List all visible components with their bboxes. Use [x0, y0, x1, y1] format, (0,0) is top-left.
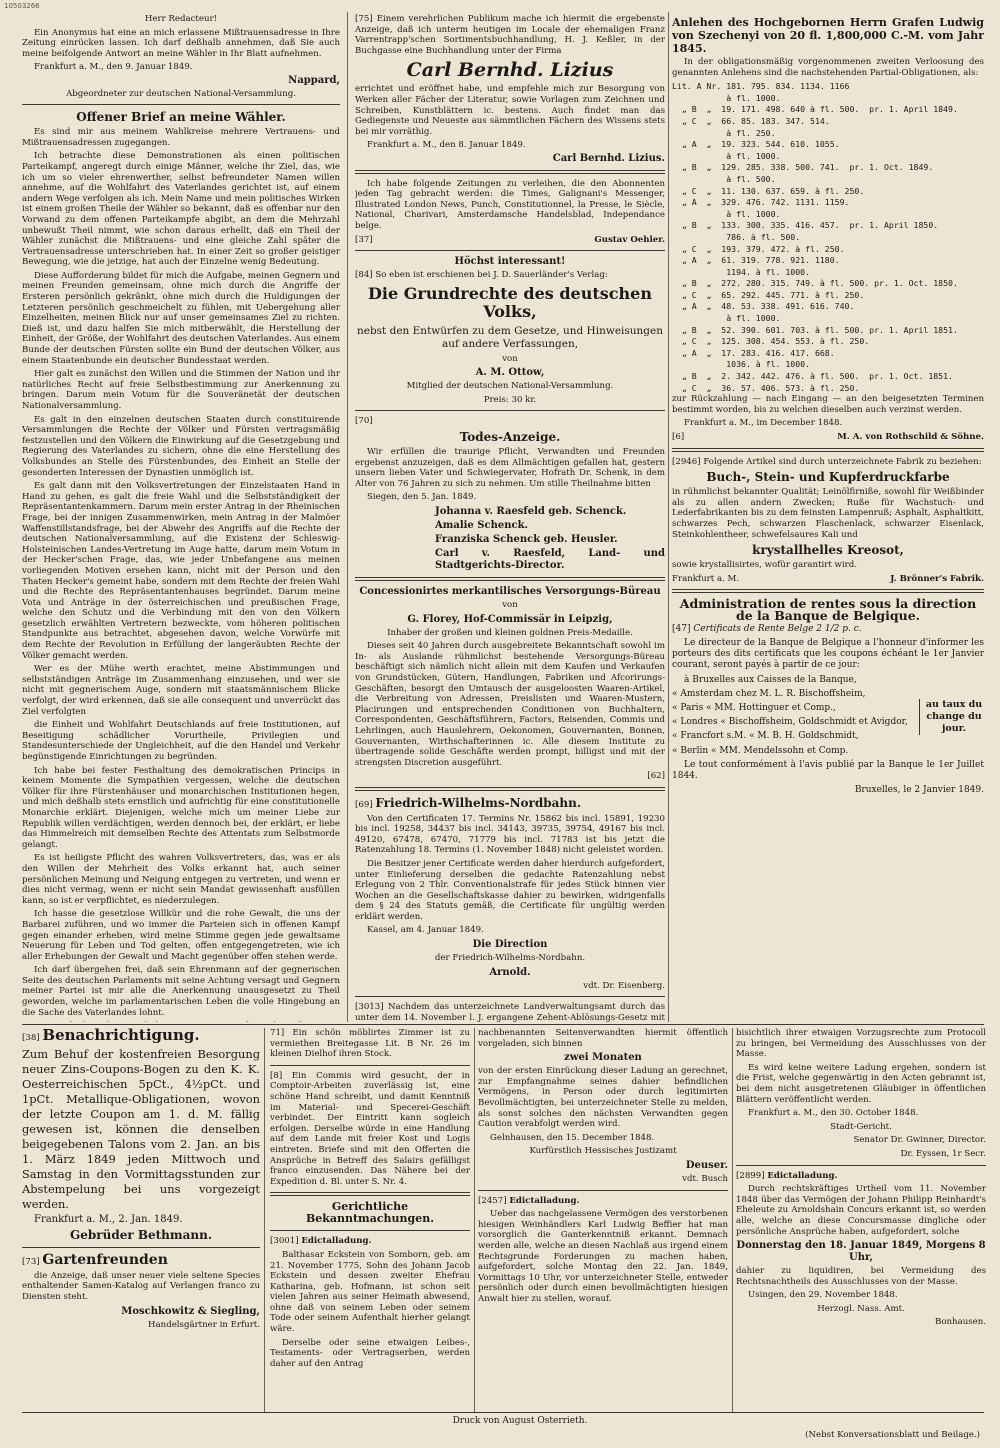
rothschild-signature: M. A. von Rothschild & Söhne. — [837, 432, 984, 442]
payment-place: « Berlin « MM. Mendelssohn et Comp. — [672, 745, 849, 756]
letter-salutation: Herr Redacteur! — [144, 14, 218, 24]
broenner-signature: J. Brönner's Fabrik. — [890, 573, 984, 584]
ad-number: [47] — [672, 623, 691, 634]
payment-place: « Londres « Bischoffsheim, Goldschmidt et Avigdor, — [672, 717, 908, 728]
bond-row: „ C „ 36. 57. 406. 573. à fl. 250. — [672, 382, 860, 393]
death-notice-date: Siegen, den 5. Jan. 1849. — [367, 492, 477, 503]
bureau-von: von — [502, 600, 518, 611]
bond-row: à fl. 250. — [672, 127, 776, 138]
edict-signature: Bonhausen. — [935, 1317, 986, 1328]
commis-ad: [8] Ein Commis wird gesucht, der in Comptoir-Arbeiten zuverlässig ist, eine schöne Hand schreibt, und damit Kenntniß im Material- und Specerei-Geschäft verbindet. Der Eintritt kann sogleich erfolgen. Derselbe würde in eine Handlung auf dem Lande mit freier Kost und Logis eintreten. Briefe sind mit den Offerten die Ansprüche in Betreff des Salairs gefälligst franco einzusenden. Das Nähere bei der Expedition d. Bl. unter S. Nr. 4. — [270, 1070, 470, 1187]
notice-heading — [22, 1028, 260, 1044]
bond-row: „ C „ 66. 85. 183. 347. 514. — [672, 115, 830, 126]
bond-row: à fl. 1000. — [672, 313, 781, 324]
edict-text: dahier zu liquidiren, bei Vermeidung des Rechtsnachtheils des Ausschlusses von der Masse. — [736, 1266, 986, 1287]
garden-signature-role: Handelsgärtner in Erfurt. — [148, 1319, 260, 1330]
loan-text: zur Rückzahlung — nach Eingang — an den beigesetzten Terminen bestimmt worden, bis zu welchen dieselben auch verzinst werden. — [672, 394, 984, 415]
page-id: 10503266 — [4, 2, 40, 10]
paragraph: Es sind mir aus meinem Wahlkreise mehrere Vertrauens- und Mißtrauensadressen zugegangen. — [22, 127, 340, 148]
bond-row: à fl. 1000. — [672, 92, 781, 103]
book-author: A. M. Ottow, — [475, 367, 545, 379]
bond-row: „ C „ 11. 130. 637. 659. à fl. 250. — [672, 185, 865, 196]
ad-number: [2457] — [478, 1195, 507, 1206]
edict-court: Kurfürstlich Hessisches Justizamt — [529, 1146, 677, 1157]
edict-signature: Deuser. — [685, 1159, 728, 1171]
garden-text: die Anzeige, daß unser neuer viele seltene Species enthaltender Samen-Katalog auf Verlangen franco zu Diensten steht. — [22, 1270, 260, 1302]
book-title: Die Grundrechte des deutschen Volks, — [368, 283, 652, 321]
bottom-column-2 — [270, 1028, 470, 1428]
ink-place: Frankfurt a. M. — [672, 573, 740, 584]
ink-text: sowie krystallisirtes, wofür garantirt wird. — [672, 560, 858, 571]
lizius-firm-name: Carl Bernhd. Lizius — [406, 59, 614, 82]
column-rule — [732, 1028, 733, 1412]
bottom-column-1 — [22, 1028, 260, 1428]
bond-row: 1036. à fl. 1000. — [672, 359, 811, 370]
ink-text: in rühmlichst bekannter Qualität; Leinölfirniße, sowohl für Weißbinder als zu allen andern Zwecken; Ruße für Wachstuch- und Lederfabrikanten bis zu dem feinsten Lampenruß; Asphalt, Asphaltkitt, schwarzes Pech, schwarzen Flaschenlack, schwarzer Eisenlack, Steinkohlentheer, schwefelsaures Kali und — [672, 487, 984, 540]
bond-row: 786. à fl. 500. — [672, 231, 801, 242]
payment-places — [672, 675, 984, 757]
bond-row: „ A „ 17. 283. 416. 417. 668. — [672, 347, 835, 358]
edict-text: Ueber das nachgelassene Vermögen des verstorbenen hiesigen Weinhändlers Karl Ludwig Beffier hat man vorsorglich die Ganterkenntniß erkannt. Demnach werden alle, welche an diesen Nachlaß aus irgend einem Rechtsgrunde Forderungen zu machen haben, aufgefordert, solche Montag den 22. Jan. 1849, Vormittags 10 Uhr, vor unterzeichneter Stelle, entweder persönlich oder durch einen bevollmächtigten hiesigen Anwalt hier zu stellen, worauf. — [478, 1209, 728, 1304]
ad-number: [37] — [355, 234, 373, 245]
bond-row: „ B „ 19. 171. 498. 640 à fl. 500. pr. 1. April 1849. — [672, 104, 958, 115]
bond-row: à fl. 500. — [672, 173, 776, 184]
paragraph: die Einheit und Wohlfahrt Deutschlands auf freie Institutionen, auf Beseitigung schädlicher Vorurtheile, Privilegien und Standesunterschiede der Ungleichheit, auf die den Handel und Verkehr begünstigende Einrichtungen zu begründen. — [22, 720, 340, 762]
paragraph: Es ist heiligste Pflicht des wahren Volksvertreters, das, was er als den Willen der Mehrheit des Volks erkannt hat, auch seiner persönlichen Meinung und Neigung entgegen zu vertreten, und wenn er dies nicht vermag, wenn er nicht sein Mandat gewissenhaft ausfüllen kann, so ist er verpflichtet, es niederzulegen. — [22, 853, 340, 906]
edict-date: Usingen, den 29. November 1848. — [748, 1290, 898, 1301]
ad-number: [8] — [270, 1070, 283, 1081]
railway-title: Friedrich-Wilhelms-Nordbahn. — [375, 795, 582, 810]
land-office-text: [3013] Nachdem das unterzeichnete Landverwaltungsamt durch das unter dem 14. November l. J. ergangene Zehent-Ablösungs-Gesetz mit — [355, 1002, 665, 1022]
letter-date: Frankfurt a. M., den 9. Januar 1849. — [34, 62, 193, 73]
belgian-bank-text: Le directeur de la Banque de Belgique a l'honneur d'informer les porteurs des dits certificats que les coupons échéant le 1er Janvier courant, seront payés à partir de ce jour: — [672, 637, 984, 671]
supplement-note: (Nebst Konversationsblatt und Beilage.) — [805, 1430, 980, 1440]
garden-title: Gartenfreunden — [42, 1252, 168, 1269]
bond-row: „ A „ 61. 319. 778. 921. 1180. — [672, 255, 840, 266]
bond-row: „ B „ 129. 285. 338. 500. 741. pr. 1. Oct. 1849. — [672, 162, 934, 173]
divider — [355, 787, 665, 791]
payment-place: « Paris « MM. Hottinguer et Comp., — [672, 702, 836, 713]
ad-number: [69] — [355, 799, 373, 810]
sauerlaender-line: [84] So eben ist erschienen bei J. D. Sauerländer's Verlag: — [355, 270, 608, 281]
payment-place: à Bruxelles aux Caisses de la Banque, — [684, 674, 857, 685]
bond-row: „ B „ 52. 390. 601. 703. à fl. 500. pr. 1. April 1851. — [672, 324, 958, 335]
railway-text: Von den Certificaten 17. Termins Nr. 15862 bis incl. 15891, 19230 bis incl. 19258, 34437 bis incl. 34143, 39735, 39754, 49167 bis incl. 49120, 67478, 67470, 71779 bis incl. 71783 ist bis jetzt die Ratenzahlung 18. Termins (1. November 1848) nicht geleistet worden. — [355, 813, 665, 856]
bond-row: „ A „ 19. 323. 544. 610. 1055. — [672, 139, 840, 150]
divider — [478, 1190, 728, 1191]
divider — [672, 589, 984, 593]
bureau-name: G. Florey, Hof-Commissär in Leipzig, — [407, 613, 613, 625]
bureau-title: Concessionirtes merkantilisches Versorgungs-Büreau — [359, 586, 661, 598]
divider — [355, 577, 665, 581]
paragraph: Es galt in den einzelnen deutschen Staaten durch constituirende Versammlungen die Rechte der Völker und Fürsten vertragsmäßig festzustellen und den Völkern die Einwirkung auf die Gesetzgebung und Regierung des Vaterlandes zu sichern, ohne die eine Herstellung des Volksbundes an Stelle des Fürstenbundes, des Einheit an Stelle der gesonderten Interessen der Dynastien unmöglich ist. — [22, 414, 340, 478]
belgian-bank-subtitle: [47] Certificats de Rente Belge 2 1/2 p. c. — [672, 623, 862, 634]
ad-number: [6] — [672, 432, 685, 442]
loan-date: Frankfurt a. M., im December 1848. — [684, 418, 843, 429]
bond-row: „ A „ 329. 476. 742. 1131. 1159. — [672, 197, 850, 208]
letter-signature: Nappard, — [288, 74, 340, 86]
notice-date: Frankfurt a. M., 2. Jan. 1849. — [34, 1213, 183, 1225]
bond-row: à fl. 1000. — [672, 208, 781, 219]
column-2 — [355, 14, 665, 1022]
letter-text: Ein Anonymus hat eine an mich erlassene Mißtrauensadresse in Ihre Zeitung einrücken lassen. Ich darf deßhalb annehmen, daß Sie auch meine beifolgende Antwort an meine Wähler in Ihr Blatt aufnehmen. — [22, 27, 340, 59]
letter-signature-role: Abgeordneter zur deutschen National-Versammlung. — [66, 88, 296, 99]
paragraph: Hier galt es zunächst den Willen und die Stimmen der Nation und ihr natürliches Recht auf freie Selbstbestimmung zur Anerkennung zu bringen. Darum mein Votum für die Souveränetät der deutschen Nationalversammlung. — [22, 369, 340, 411]
creosote-title: krystallhelles Kreosot, — [752, 543, 904, 558]
edict-text: Durch rechtskräftiges Urtheil vom 11. November 1848 über das Vermögen der Johann Philipp Reinhardt's Eheleute zu Arnoldshain Concurs erkannt ist, so werden alle, welche an diese Concursmasse dingliche oder persönliche Ansprüche haben, aufgefordert, solche — [736, 1184, 986, 1237]
paragraph: Ich betrachte diese Demonstrationen als einen politischen Parteikampf, angeregt durch einige Männer, welche ihr Ziel, das, wie ich um so vieler ehrenwerther, selbst befreundeter Namen willen annehme, auf die Wohlfahrt des Vaterlandes gerichtet ist, auf einem andern Wege verfolgen als ich. Mein Name und mein politisches Wirken ist einem großen Theile der Wähler so bekannt, daß es offenbar nur den Vorwand zu dem offenen Parteikampfe abgibt, an dem die Mehrzahl unbewußt Theil nimmt, wie schon daraus erhellt, daß ein Theil der Wähler zunächst die Mißtrauens- und eine gleiche Zahl später die Vertrauensadresse unterschrieben hat. In einer Zeit so großer geistiger Bewegung, wie die jetzige, hat auch der Einzelne wenig Bedeutung. — [22, 151, 340, 268]
divider — [355, 250, 665, 251]
ad-number: [70] — [355, 416, 373, 427]
death-notice-text: Wir erfüllen die traurige Pflicht, Verwandten und Freunden ergebenst anzuzeigen, daß es dem Allmächtigen gefallen hat, gestern unsern lieben Vater und Schwiegervater, Hofrath Dr. Schenk, in dem Alter von 76 Jahren zu sich zu nehmen. Um stille Theilnahme bitten — [355, 447, 665, 489]
paragraph — [22, 1021, 340, 1022]
bureau-text: Dieses seit 40 Jahren durch ausgebreitete Bekanntschaft sowohl im In- als Auslande rühmlichst bestehende Versorgungs-Büreau beschäftigt sich nämlich nicht allein mit dem Kaufen und Verkaufen von Grundstücken, Gütern, Handlungen, Fabriken und Afcorirungs-Geschäften, besorgt den Umtausch der ausgeloosten Waaren-Artikel, die Verbreitung von Adressen, Preislisten und Waaren-Mustern, Placirungen und entsprechenden Conditionen von Buchhaltern, Correspondenten, Geschäftsführern, Factors, Reisenden, Commis und Lehrlingen, auch Hauslehrern, Oekonomen, Gouvernanten, Bonnen, Gouvernanten, Wirthschafterinnen ic. Alle diesem Institute zu übertragende solide Geschäfte werden prompt, billigst und mit der strengsten Discretion ausgeführt. — [355, 641, 665, 768]
paragraph: Ich habe bei fester Festhaltung des demokratischen Princips in keinem Momente die Sympathien vergessen, welche die deutschen Völker für ihre Fürstenhäuser und monarchischen Institutionen hegen, und mich deßhalb stets ernstlich und aufrichtig für eine constitutionelle Monarchie erklärt. Diejenigen, welche mich um meiner Liebe zur Republik willen verdächtigen, werden dennoch bei, der erklärt, er liebe das Himmelreich mit demselben Rechte des Attentats zum Selbstmorde gelangt. — [22, 765, 340, 850]
railway-date: Kassel, am 4. Januar 1849. — [367, 925, 484, 936]
lizius-text: errichtet und eröffnet habe, und empfehle mich zur Besorgung von Werken aller Fächer der Literatur, sowie Vorlagen zum Zeichnen und Schreiben, Kunstblättern ic. bestens. Auch findet man das Gediegenste und Neueste aus sämmtlichen Fächern des Wissens stets bei mir vorräthig. — [355, 84, 665, 137]
railway-text: Die Besitzer jener Certificate werden daher hierdurch aufgefordert, unter Einlieferung derselben die gedachte Ratenzahlung nebst Erlegung von 2 Thlr. Conventionalstrafe für jedes Stück binnen vier Wochen an die Gesellschaftskasse dahier zu bewirken, widrigenfalls dem § 24 des Statuts gemäß, die Certificate für ungültig werden erklärt werden. — [355, 858, 665, 922]
edict-title: Edictalladung. — [767, 1170, 838, 1181]
bond-row: „ C „ 193. 379. 472. à fl. 250. — [672, 243, 845, 254]
paragraph: Ich darf übergehen frei, daß sein Ehrenmann auf der gegnerischen Seite des deutschen Parlaments mit seine Achtung versagt und Gegnern meiner Partei ist mir alle die Anerkennung unausgesetzt zu Theil geworden, welche im parlamentarischen Leben die volle Hingebung an die Sache des Vaterlandes lohnt. — [22, 965, 340, 1018]
paragraph: Ich hasse die gesetzlose Willkür und die rohe Gewalt, die uns der Barbarei zuführen, und wo immer die Parteien sich in offenen Kampf gegen einander erheben, wird meine Stimme gegen jede gewaltsame Neuerung für Leben und Tod gelten, offen entgegengetreten, wie ich aller Erhebungen der Gewalt und Macht gegenüber offen stehen werde. — [22, 909, 340, 962]
railway-direction-name: der Friedrich-Wilhelms-Nordbahn. — [434, 953, 586, 964]
paragraph: Es galt dann mit den Volksvertretungen der Einzelstaaten Hand in Hand zu gehen, es galt die freie Wahl und die Selbstständigkeit der Repräsentantenkammern. Darum mein erster Antrag in der Rheinischen Frage, bei der innigen Zusammenwirken, mein Antrag in der Malmöer Waffenstillstandsfrage, bei der Abwehr des Angriffs auf die Rechte der deutschen Nationalversammlung, auf die Existenz der Schleswig-Holsteinischen Landes-Vertretung im Auge hatte, darum mein Votum in der Hecker'schen Frage, das, wie jeder Unbefangene aus meinen vorliegenden Motiven ersehen kann, nicht mit der Person und den Thaten Hecker's gemeint habe, sondern mit dem Rechte der freien Wahl und die Rechte des Repräsentantenhauses begründet. Darum meine Vota und Anträge in der österreichischen und preußischen Frage, welche den Schutz und die Verbindung mit den von den Völkern gesetzlich erwählten Vertretern bezweckte, vom höheren politischen Standpunkte aus betrachtet, abgesehen davon, welche Vorwürfe mit dem Rechte der Revolution in Erfüllung der langeräubten Rechte der Völker gemacht werden. — [22, 481, 340, 661]
column-rule — [474, 1028, 475, 1412]
paragraph: Wer es der Mühe werth erachtet, meine Abstimmungen und selbstständigen Anträge im Zusammenhang einzusehen, und wer sie nicht mit gegnerischem Auge, sondern mit staatsmännischem Blicke verfolgt, der wird erkennen, daß sie alle consequent und unverrückt das Ziel verfolgten — [22, 664, 340, 717]
bureau-role: Inhaber der großen und kleinen goldnen Preis-Medaille. — [387, 627, 633, 638]
lizius-date: Frankfurt a. M., den 8. Januar 1849. — [367, 140, 526, 151]
room-ad: 71] Ein schön möblirtes Zimmer ist zu vermiethen Breitegasse Lit. B Nr. 26 im kleinen Dielhof ihren Stock. — [270, 1028, 470, 1060]
bond-row: à fl. 1000. — [672, 150, 781, 161]
column-rule — [668, 12, 669, 1022]
edict-court: Herzogl. Nass. Amt. — [817, 1303, 905, 1314]
payment-place: « Francfort s.M. « M. B. H. Goldschmidt, — [672, 731, 859, 742]
belgian-bank-text: Le tout conformément à l'avis publié par la Banque le 1er Juillet 1844. — [672, 759, 984, 781]
edict-text: Derselbe oder seine etwaigen Leibes-, Testaments- oder Vertragserben, werden daher auf den Antrag — [270, 1337, 470, 1369]
railway-signature: vdt. Dr. Eisenberg. — [583, 980, 665, 991]
bond-row: 1194. à fl. 1000. — [672, 266, 811, 277]
edict-court: Stadt-Gericht. — [830, 1121, 892, 1132]
edict-hearing-date: Donnerstag den 18. Januar 1849, Morgens 8 Uhr, — [736, 1240, 986, 1264]
loan-title: Anlehen des Hochgebornen Herrn Grafen Ludwig von Szechenyi von 20 fl. 1,800,000 C.-M. vom Jahr 1845. — [672, 16, 984, 55]
divider — [22, 104, 340, 105]
garden-heading — [22, 1253, 260, 1268]
garden-signature: Moschkowitz & Siegling, — [121, 1305, 260, 1317]
book-von: von — [502, 353, 518, 364]
divider — [355, 170, 665, 174]
notice-text: Zum Behuf der kostenfreien Besorgung neuer Zins-Coupons-Bogen zu den K. K. Oesterreichischen 5pCt., 4½pCt. und 1pCt. Metallique-Obligationen, wovon der letzte Coupon am 1. d. M. fällig gewesen ist, können die denselben beigegebenen Talons vom 2. Jan. an bis 1. März 1849 jeden Mittwoch und Samstag in den Vormittagsstunden zur Abstempelung bei uns vorgezeigt werden. — [22, 1046, 260, 1211]
edict-text: nachbenannten Seitenverwandten hiermit öffentlich vorgeladen, sich binnen — [478, 1028, 728, 1049]
divider — [672, 448, 984, 452]
exchange-rate-note: au taux du change du jour. — [919, 699, 984, 735]
divider — [736, 1165, 986, 1166]
belgian-bank-notice — [672, 598, 984, 796]
railway-direction: Die Direction — [472, 939, 548, 951]
death-signer: Amalie Schenck. — [435, 520, 528, 532]
ad-number: [2899] — [736, 1170, 765, 1181]
bond-row: „ B „ 133. 300. 335. 416. 457. pr. 1. April 1850. — [672, 220, 939, 231]
ad-number: [73] — [22, 1257, 40, 1268]
oehler-line — [355, 235, 665, 246]
death-signer: Carl v. Raesfeld, Land- und Stadtgerichts-Director. — [435, 548, 665, 572]
edict-text: von der ersten Einrückung dieser Ladung an gerechnet, zur Empfangnahme seines dahier befindlichen Vermögens, in Person oder durch legitimirten Bevollmächtigten, bei unterzeichneter Stelle zu melden, als sonst solches den nächsten Verwandten gegen Caution verabfolgt werden wird. — [478, 1066, 728, 1130]
loan-signature-line — [672, 432, 984, 443]
section-rule — [22, 1412, 984, 1413]
divider — [270, 1065, 470, 1066]
book-author-role: Mitglied der deutschen National-Versammlung. — [406, 381, 614, 392]
book-price: Preis: 30 kr. — [483, 394, 537, 405]
printer-imprint: Druck von August Osterrieth. — [452, 1416, 588, 1426]
bond-row: „ C „ 65. 292. 445. 771. à fl. 250. — [672, 289, 865, 300]
open-letter-title: Offener Brief an meine Wähler. — [76, 110, 286, 125]
edict-signature: Senator Dr. Gwinner, Director. — [853, 1135, 986, 1146]
payment-place: « Amsterdam chez M. L. R. Bischoffsheim, — [672, 688, 866, 699]
ad-number: [3013] — [355, 1002, 384, 1013]
ad-number: [62] — [647, 771, 665, 782]
lizius-signature: Carl Bernhd. Lizius. — [552, 152, 665, 164]
ad-number: [3001] — [270, 1236, 299, 1247]
edict-heading — [270, 1236, 470, 1247]
bethmann-signature: Gebrüder Bethmann. — [70, 1228, 212, 1243]
column-rule — [264, 1028, 265, 1412]
edict-signature: vdt. Busch — [682, 1173, 728, 1184]
edict-text: Balthasar Eckstein von Somborn, geb. am 21. November 1775, Sohn des Johann Jacob Eckstein und dessen zweiter Ehefrau Katharina, geb. Hofmann, ist schon seit vielen Jahren aus seiner Heimath abwesend, ohne daß von seinem Leben oder seinem Tode oder seinem Aufenthalt hierher gelangt wäre. — [270, 1249, 470, 1335]
divider — [22, 1247, 260, 1248]
court-notices-title: Gerichtliche Bekanntmachungen. — [305, 1200, 435, 1226]
edict-heading — [736, 1171, 986, 1182]
notice-title: Benachrichtigung. — [42, 1028, 200, 1044]
oehler-signature: Gustav Oehler. — [594, 234, 665, 245]
belgian-bank-title: Administration de rentes sous la direction de la Banque de Belgique. — [679, 596, 977, 623]
bond-row: „ C „ 125. 308. 454. 553. à fl. 250. — [672, 336, 870, 347]
edict-deadline: zwei Monaten — [564, 1052, 642, 1064]
bottom-column-3 — [478, 1028, 728, 1428]
column-3 — [672, 14, 984, 1022]
column-1 — [22, 14, 340, 1022]
edict-text: bisichtlich ihrer etwaigen Vorzugsrechte zum Protocoll zu bringen, bei Vermeidung des Ausschlusses von der Masse. — [736, 1028, 986, 1060]
edict-signature: Dr. Eyssen, 1r Secr. — [900, 1148, 986, 1159]
ink-title: Buch-, Stein- und Kupferdruckfarbe — [706, 470, 950, 485]
edict-heading — [478, 1196, 728, 1207]
bond-row: „ B „ 272. 280. 315. 749. à fl. 500. pr. 1. Oct. 1850. — [672, 278, 958, 289]
death-signer: Johanna v. Raesfeld geb. Schenck. — [435, 506, 627, 518]
edict-date: Frankfurt a. M., den 30. October 1848. — [748, 1108, 919, 1119]
loan-text: In der obligationsmäßig vorgenommenen zweiten Verloosung des genannten Anlehens sind die nachstehenden Partial-Obligationen, als: — [672, 57, 984, 78]
ad-number: [2946] — [672, 456, 701, 467]
edict-text: Es wird keine weitere Ladung ergehen, sondern ist die Frist, welche gegenwärtig in den Acten gebrannt ist, bei dem nicht ausgetretenen Gläubiger in öffentlichen Blättern veröffentlicht werden. — [736, 1062, 986, 1105]
ad-number: [84] — [355, 270, 373, 281]
bottom-column-4 — [736, 1028, 986, 1428]
divider — [355, 410, 665, 411]
book-subtitle: nebst den Entwürfen zu dem Gesetze, und Hinweisungen auf andere Verfassungen, — [356, 324, 664, 350]
edict-date: Gelnhausen, den 15. December 1848. — [490, 1132, 655, 1143]
belgian-bank-date: Bruxelles, le 2 Janvier 1849. — [854, 785, 984, 796]
divider — [270, 1192, 470, 1196]
ad-number: [75] — [355, 14, 373, 24]
paragraph: Diese Aufforderung bildet für mich die Aufgabe, meinen Gegnern und meinen Freunden gemeinsam, ohne mich durch die Angriffe der Ersteren persönlich gekränkt, ohne mich durch die Huldigungen der Letzteren persönlich geschmeichelt zu fühlen, mit Uebergehung aller Einzelheiten, meinen Blick nur auf unser gemeinsames Ziel zu richten. Dieß ist, und dazu halfen Sie mich mitberwählt, die Herstellung der Einheit, der Größe, der Wohlfahrt des deutschen Vaterlandes. Aus einem Bunde der deutschen Fürsten sollte ein Bund der deutschen Völker, aus einem Staatenbunde ein deutscher Bundesstaat werden. — [22, 270, 340, 366]
section-rule — [22, 1024, 984, 1025]
railway-signature: Arnold. — [489, 966, 531, 978]
bond-row: „ B „ 2. 342. 442. 476. à fl. 500. pr. 1. Oct. 1851. — [672, 371, 953, 382]
ink-footer — [672, 574, 984, 585]
bond-list — [672, 81, 984, 394]
divider — [355, 996, 665, 997]
ad-number: [38] — [22, 1033, 40, 1043]
divider — [270, 1230, 470, 1231]
kessler-notice: [75] Einem verehrlichen Publikum mache ich hiermit die ergebenste Anzeige, daß ich unterm heutigen im Locale der ehemaligen Franz Varrentrapp'schen Sortimentsbuchhandlung, H. J. Keßler, in der Buchgasse eine Buchhandlung unter der Firma — [355, 14, 665, 56]
ink-intro: [2946] Folgende Artikel sind durch unterzeichnete Fabrik zu beziehen: — [672, 456, 982, 467]
newspapers-text: Ich habe folgende Zeitungen zu verleihen, die den Abonnenten jeden Tag gebracht werden: die Times, Galignani's Messenger, Illustrated London News, Punch, Constitutionnel, la Presse, le Siècle, National, Charivari, Amsterdamsche Handelsblad, Independance belge. — [355, 178, 665, 231]
ad-number: 71] — [270, 1028, 285, 1038]
railway-heading — [355, 796, 665, 811]
death-signer: Franziska Schenck geb. Heusler. — [435, 534, 618, 546]
bond-row: Lit. A Nr. 181. 795. 834. 1134. 1166 — [672, 81, 850, 92]
death-notice-title: Todes-Anzeige. — [459, 430, 561, 445]
interest-title: Höchst interessant! — [454, 256, 566, 268]
bond-row: „ A „ 48. 53. 338. 491. 616. 740. — [672, 301, 855, 312]
edict-title: Edictalladung. — [301, 1236, 372, 1247]
column-rule — [347, 12, 348, 1022]
edict-title: Edictalladung. — [509, 1195, 580, 1206]
